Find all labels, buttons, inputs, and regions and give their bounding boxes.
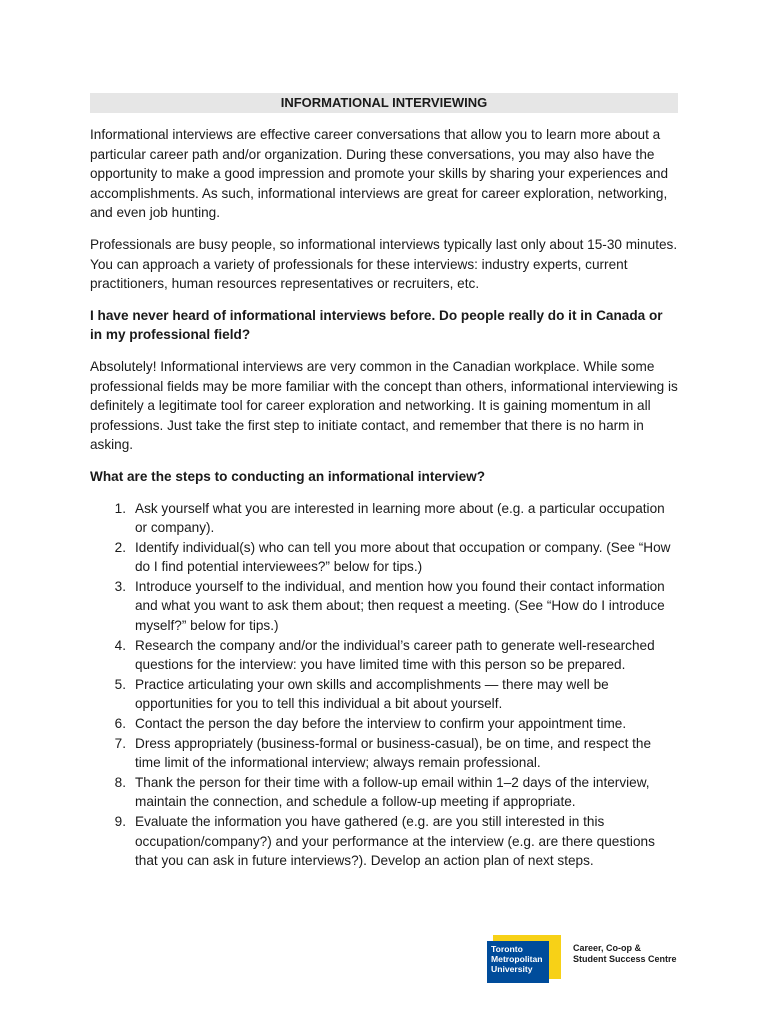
list-item [90, 734, 678, 773]
list-item-number: 8. [114, 774, 126, 790]
list-item-number: 6. [114, 716, 126, 732]
list-item [90, 773, 678, 812]
intro-paragraph: Professionals are busy people, so informational interviews typically last only about 15-30 minutes. You can approach a variety of professionals for these interviews: industry experts, current practitioners, human resources representatives or recruiters, etc. [90, 236, 678, 292]
university-logo [487, 938, 555, 982]
list-item-number: 2. [114, 539, 126, 555]
list-item-number: 9. [114, 814, 126, 829]
list-item [90, 675, 678, 714]
list-item [90, 714, 678, 734]
list-item-text: Introduce yourself to the individual, and mention how you found their contact information and what you want to ask them about; then request a meeting. (See “How do I introduce myself?” below for tips.) [135, 578, 665, 634]
faq-question: I have never heard of informational interviews before. Do people really do it in Canada or in my professional field? [90, 307, 663, 343]
list-item [90, 812, 678, 871]
list-item [90, 499, 678, 538]
document-page [90, 93, 678, 871]
list-item-number: 7. [114, 735, 126, 751]
list-item-text: Ask yourself what you are interested in learning more about (e.g. a particular occupation or company). [135, 500, 665, 536]
list-item-text: Practice articulating your own skills and accomplishments — there may well be opportunities for you to tell this individual a bit about yourself. [135, 676, 609, 712]
list-item-text: Contact the person the day before the interview to confirm your appointment time. [135, 716, 627, 732]
steps-list [90, 499, 678, 871]
list-item [90, 636, 678, 675]
intro-paragraph: Informational interviews are effective career conversations that allow you to learn more about a particular career path and/or organization. During these conversations, you may also have the opportunity to make a good impression and promote your skills by sharing your experiences and accomplishments. As such, informational interviews are great for career exploration, networking, and even job hunting. [90, 127, 669, 221]
logo-wordmark [487, 941, 549, 983]
logo-line: University [491, 964, 533, 974]
list-item [90, 538, 678, 577]
list-item-number: 5. [114, 676, 126, 692]
list-item-text: Dress appropriately (business-formal or business-casual), be on time, and respect the time limit of the informational interview; always remain professional. [135, 735, 652, 771]
centre-name [573, 943, 683, 965]
centre-name-line: Career, Co-op & [573, 943, 642, 953]
logo-line: Toronto [491, 944, 523, 954]
list-item-number: 3. [114, 578, 126, 594]
list-item-text: Thank the person for their time with a follow-up email within 1–2 days of the interview, maintain the connection, and schedule a follow-up meeting if appropriate. [135, 774, 650, 810]
list-item-text: Identify individual(s) who can tell you more about that occupation or company. (See “How do I find potential interviewees?” below for tips.) [135, 539, 671, 575]
faq-question: What are the steps to conducting an informational interview? [90, 468, 486, 484]
centre-name-line: Student Success Centre [573, 954, 677, 964]
list-item [90, 577, 678, 636]
faq-answer: Absolutely! Informational interviews are very common in the Canadian workplace. While some professional fields may be more familiar with the concept than others, informational interviewing is definitely a legitimate tool for career exploration and networking. It is gaining momentum in all professions. Just take the first step to initiate contact, and remember that there is no harm in asking. [90, 358, 678, 453]
page-title: INFORMATIONAL INTERVIEWING [90, 93, 678, 113]
logo-line: Metropolitan [491, 954, 543, 964]
list-item-text: Research the company and/or the individual’s career path to generate well-researched questions for the interview: you have limited time with this person so be prepared. [135, 637, 655, 673]
list-item-number: 4. [114, 637, 126, 653]
list-item-text: Evaluate the information you have gathered (e.g. are you still interested in this occupation/company?) and your performance at the interview (e.g. are there questions that you can ask in future interviews?). Develop an action plan of next steps. [135, 814, 655, 869]
list-item-number: 1. [114, 500, 126, 516]
